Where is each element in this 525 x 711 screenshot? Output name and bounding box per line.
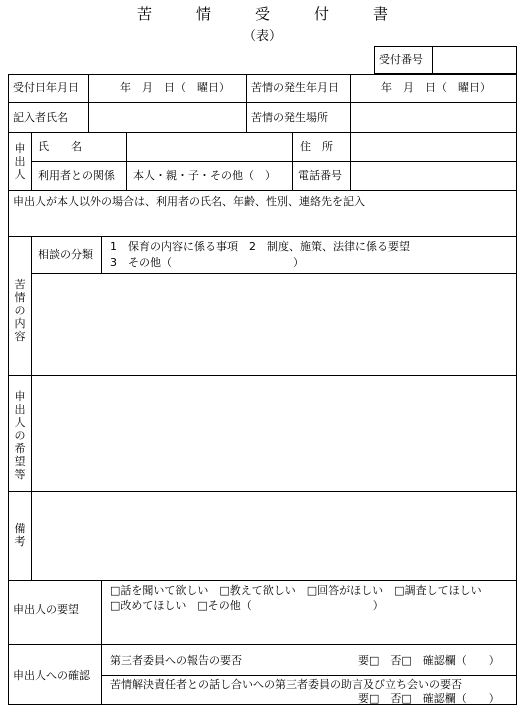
wishes-section-label: 申出人の希望等	[14, 390, 26, 481]
occurrence-date-value: 年 月 日（ 曜日）	[381, 81, 491, 94]
category-line-2: 3 その他（ ）	[110, 256, 304, 269]
requests-line-1: □話を聞いて欲しい □教えて欲しい □回答がほしい □調査してほしい	[110, 584, 482, 597]
confirmation-item-1: 第三者委員への報告の要否	[110, 654, 242, 667]
category-label: 相談の分類	[38, 248, 93, 261]
applicant-section-label: 申出人	[14, 142, 26, 181]
writer-name-label: 記入者氏名	[13, 111, 68, 124]
complaint-section-label: 苦情の内容	[14, 278, 26, 343]
relation-options: 本人・親・子・その他（ ）	[133, 169, 276, 182]
reception-number-label: 受付番号	[379, 53, 423, 66]
receipt-date-value: 年 月 日（ 曜日）	[120, 81, 230, 94]
occurrence-date-label: 苦情の発生年月日	[251, 81, 339, 94]
page-subtitle: （表）	[242, 29, 282, 44]
relation-label: 利用者との関係	[38, 169, 115, 182]
requests-label: 申出人の要望	[13, 603, 79, 616]
confirmation-item-1-check: 要□ 否□ 確認欄（ ）	[358, 654, 500, 667]
address-label: 住 所	[300, 140, 333, 153]
category-line-1: 1 保育の内容に係る事項 2 制度、施策、法律に係る要望	[110, 240, 410, 253]
confirmation-item-2: 苦情解決責任者との話し合いへの第三者委員の助言及び立ち会いの要否	[110, 678, 462, 691]
applicant-note: 申出人が本人以外の場合は、利用者の氏名、年齢、性別、連絡先を記入	[13, 195, 365, 208]
phone-label: 電話番号	[298, 169, 342, 182]
receipt-date-label: 受付日年月日	[13, 81, 79, 94]
name-label: 氏 名	[38, 140, 82, 153]
confirmation-item-2-check: 要□ 否□ 確認欄（ ）	[358, 692, 500, 705]
occurrence-place-label: 苦情の発生場所	[251, 111, 328, 124]
requests-line-2: □改めてほしい □その他（ ）	[110, 599, 384, 612]
confirmation-label: 申出人への確認	[13, 669, 90, 682]
remarks-section-label: 備考	[14, 522, 26, 548]
page-title: 苦情受付書	[136, 5, 432, 23]
